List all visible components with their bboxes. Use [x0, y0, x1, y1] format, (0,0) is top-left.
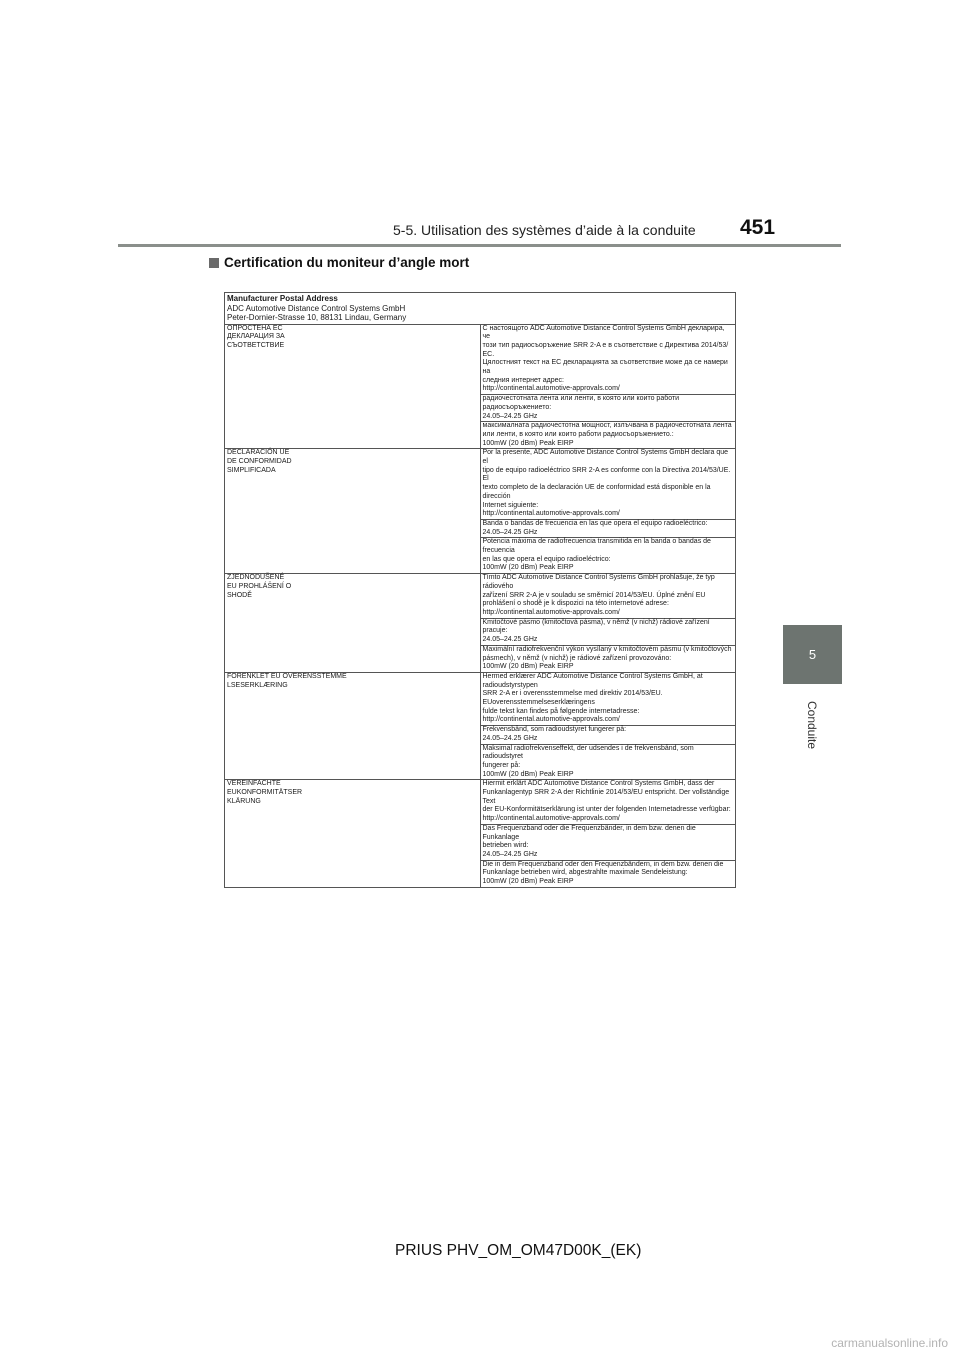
declaration-row [225, 574, 736, 619]
declaration-text: С настоящото ADC Automotive Distance Control Systems GmbH декларира, че този тип радиосъоръжение SRR 2-A е в съответствие с Директива 2014/53/ЕС. Цялостният текст на ЕС декларацията за съответствие може да се намери на следния интернет адрес: http://continental.automotive-approvals.com/ [480, 324, 736, 395]
declaration-text: Hiermit erklärt ADC Automotive Distance Control Systems GmbH, dass der Funkanlagentyp SRR 2-A der Richtlinie 2014/53/EU entspricht. Der vollständige Text der EU-Konformitätserklärung ist unter der folgenden Internetadresse verfügbar: http://continental.automotive-approvals.com/ [480, 780, 736, 825]
manufacturer-line: ADC Automotive Distance Control Systems GmbH [227, 303, 406, 313]
square-bullet-icon [209, 258, 219, 268]
declaration-label: DECLARACIÓN UE DE CONFORMIDAD SIMPLIFICADA [225, 449, 481, 574]
watermark: carmanualsonline.info [831, 1336, 948, 1350]
declaration-row [225, 449, 736, 520]
declaration-label: ZJEDNODUŠENÉ EU PROHLÁŠENÍ O SHODĚ [225, 574, 481, 673]
manufacturer-line: Peter-Dornier-Strasse 10, 88131 Lindau, Germany [227, 313, 407, 322]
manufacturer-cell [225, 293, 736, 325]
declaration-text: максималната радиочестотна мощност, излъчвана в радиочестотната лента или ленти, в която или които работи радиосъоръжението.: 100mW (20 dBm) Peak EIRP [480, 422, 736, 449]
declaration-text: Potencia máxima de radiofrecuencia transmitida en la banda o bandas de frecuencia en las que opera el equipo radioeléctrico: 100mW (20 dBm) Peak EIRP [480, 538, 736, 574]
header-rule [118, 244, 841, 247]
declaration-row [225, 780, 736, 825]
declaration-text: Hermed erklærer ADC Automotive Distance Control Systems GmbH, at radioudstyrstypen SRR 2-A er i overensstemmelse med direktiv 2014/53/EU. EUoverensstemmelseserklæringens fulde tekst kan findes på følgende internetadresse: http://continental.automotive-approvals.com/ [480, 672, 736, 725]
manufacturer-title: Manufacturer Postal Address [227, 294, 338, 303]
declaration-text: Tímto ADC Automotive Distance Control Systems GmbH prohlašuje, že typ rádiového zařízení SRR 2-A je v souladu se směrnicí 2014/53/EU. Úplné znění EU prohlášení o shodě je k dispozici na této internetové adrese: http://continental.automotive-approvals.com/ [480, 574, 736, 619]
certification-table [224, 292, 736, 888]
chapter-tab: 5 [783, 625, 842, 684]
declaration-label: FORENKLET EU OVERENSSTEMME LSESERKLÆRING [225, 672, 481, 779]
declaration-text: Die in dem Frequenzband oder den Frequenzbändern, in dem bzw. denen die Funkanlage betrieben wird, abgestrahlte maximale Sendeleistung: 100mW (20 dBm) Peak EIRP [480, 860, 736, 887]
declaration-text: радиочестотната лента или ленти, в която или които работи радиосъоръжението: 24.05–24.25 GHz [480, 395, 736, 422]
declaration-text: Das Frequenzband oder die Frequenzbänder, in dem bzw. denen die Funkanlage betrieben wird: 24.05–24.25 GHz [480, 824, 736, 860]
declaration-text: Kmitočtové pásmo (kmitočtová pásma), v němž (v nichž) rádiové zařízení pracuje: 24.05–24.25 GHz [480, 618, 736, 645]
footer-code: PRIUS PHV_OM_OM47D00K_(EK) [395, 1242, 642, 1259]
section-title-text: Certification du moniteur d’angle mort [224, 255, 470, 270]
header-section-title: 5-5. Utilisation des systèmes d’aide à la conduite [393, 222, 696, 238]
declaration-row [225, 672, 736, 725]
declaration-label: ОПРОСТЕНА ЕС ДЕКЛАРАЦИЯ ЗА СЪОТВЕТСТВИЕ [225, 324, 481, 449]
declaration-row [225, 324, 736, 395]
declaration-text: Maximální radiofrekvenční výkon vysílaný v kmitočtovém pásmu (v kmitočtových pásmech), v němž (v nichž) je rádiové zařízení provozováno: 100mW (20 dBm) Peak EIRP [480, 645, 736, 672]
declaration-text: Frekvensbånd, som radioudstyret fungerer på: 24.05–24.25 GHz [480, 726, 736, 744]
declaration-text: Por la presente, ADC Automotive Distance Control Systems GmbH declara que el tipo de equipo radioeléctrico SRR 2-A es conforme con la Directiva 2014/53/UE. El texto completo de la declaración UE de conformidad está disponible en la dirección Internet siguiente: http://continental.automotive-approvals.com/ [480, 449, 736, 520]
declaration-text: Banda o bandas de frecuencia en las que opera el equipo radioeléctrico: 24.05–24.25 GHz [480, 519, 736, 537]
declaration-label: VEREINFACHTE EUKONFORMITÄTSER KLÄRUNG [225, 780, 481, 887]
chapter-tab-label: Conduite [805, 700, 819, 750]
page-number: 451 [740, 216, 776, 239]
section-title [209, 255, 469, 270]
manufacturer-row [225, 293, 736, 325]
declaration-text: Maksimal radiofrekvenseffekt, der udsendes i de frekvensbånd, som radioudstyret fungerer på: 100mW (20 dBm) Peak EIRP [480, 744, 736, 780]
